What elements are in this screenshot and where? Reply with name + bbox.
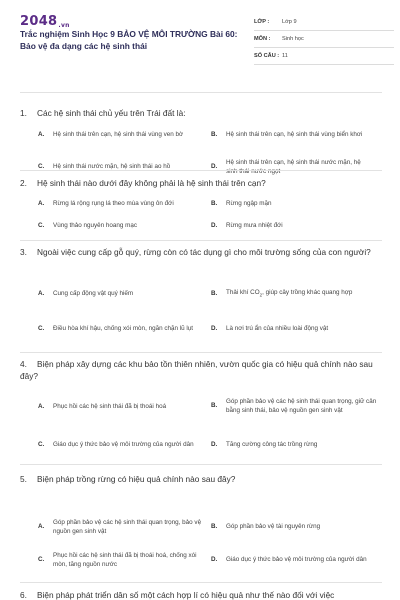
answer-option-b[interactable] [211, 198, 371, 210]
option-text: Hệ sinh thái trên cạn, hệ sinh thái vùng ven bờ [53, 131, 184, 139]
logo-text: 2048 [20, 14, 58, 29]
option-text: Giáo dục ý thức bảo vệ môi trường của người dân [53, 441, 194, 449]
answer-option-b[interactable] [211, 124, 371, 146]
option-label: D. [211, 163, 218, 171]
option-text-sub: 2 [259, 292, 263, 298]
option-text: Góp phần bảo vệ các hệ sinh thái quan trọng, bảo vệ nguồn gen sinh vật [53, 518, 202, 535]
question-1 [20, 107, 382, 119]
logo-domain: .vn [58, 22, 70, 29]
answer-option-d[interactable] [211, 323, 371, 335]
option-text: Góp phần bảo vệ tài nguyên rừng [226, 523, 321, 531]
option-text: Hệ sinh thái trên cạn, hệ sinh thái nước mặn, hệ sinh thái nước ngọt [226, 158, 361, 175]
option-text: Góp phần bảo vệ các hệ sinh thái quan trọng, giữ cân bằng sinh thái, bảo vệ nguồn gen sinh vật [226, 397, 377, 414]
option-label: A. [38, 131, 45, 139]
question-2 [20, 177, 382, 189]
option-label: B. [211, 290, 218, 298]
option-text-post: , giúp cây trồng khác quang hợp [262, 289, 353, 297]
meta-value: Lớp 9 [282, 19, 297, 25]
meta-key: LỚP : [254, 19, 270, 25]
answer-option-a[interactable] [38, 198, 210, 210]
answer-option-a[interactable] [38, 288, 210, 300]
meta-key: SỐ CÂU : [254, 53, 280, 59]
question-text: Biện pháp xây dựng các khu bảo tồn thiên nhiên, vườn quốc gia có hiệu quả chính nào sau đây? [20, 359, 373, 381]
document-title: Trắc nghiệm Sinh Học 9 BẢO VỆ MÔI TRƯỜNG Bài 60: Bảo vệ đa dạng các hệ sinh thái [20, 29, 238, 51]
answer-option-c[interactable] [38, 220, 210, 232]
answer-option-d[interactable] [211, 549, 371, 571]
option-text: Cung cấp động vật quý hiếm [53, 290, 134, 298]
option-label: C. [38, 325, 45, 333]
meta-value: Sinh học [282, 36, 304, 42]
option-text [226, 288, 371, 300]
answer-option-b[interactable] [211, 282, 371, 306]
question-text: Các hệ sinh thái chủ yếu trên Trái đất là: [37, 108, 186, 118]
option-text: Phục hồi các hệ sinh thái đã bị thoái hoá [53, 403, 167, 411]
answer-option-c[interactable] [38, 434, 210, 456]
option-label: D. [211, 222, 218, 230]
question-divider [20, 92, 382, 93]
answer-option-c[interactable] [38, 318, 210, 340]
answer-option-c[interactable] [38, 549, 210, 571]
question-divider [20, 582, 382, 583]
option-label: D. [211, 441, 218, 449]
question-number: 6. [20, 590, 27, 600]
answer-option-a[interactable] [38, 124, 210, 146]
option-label: A. [38, 523, 45, 531]
question-number: 1. [20, 108, 27, 118]
question-number: 4. [20, 359, 27, 369]
option-text: Hệ sinh thái trên cạn, hệ sinh thái vùng biển khơi [226, 131, 363, 139]
option-label: B. [211, 523, 218, 531]
option-text: Rừng ngập mặn [226, 200, 272, 208]
question-text: Ngoài việc cung cấp gỗ quý, rừng còn có tác dụng gì cho môi trường sống của con người? [37, 247, 371, 257]
option-label: B. [211, 200, 218, 208]
option-label: C. [38, 441, 45, 449]
option-text: Phục hồi các hệ sinh thái đã bị thoái hoá, chống xói mòn, tăng nguồn nước [53, 551, 197, 568]
question-number: 5. [20, 474, 27, 484]
option-label: D. [211, 325, 218, 333]
answer-option-a[interactable] [38, 401, 210, 413]
question-number: 2. [20, 178, 27, 188]
question-text: Biện pháp trồng rừng có hiệu quả chính nào sau đây? [37, 474, 236, 484]
option-text: Là nơi trú ẩn của nhiều loài động vật [226, 325, 329, 333]
option-text: Vùng thảo nguyên hoang mạc [53, 222, 138, 230]
option-label: C. [38, 163, 45, 171]
question-divider [20, 464, 382, 465]
option-text: Giáo dục ý thức bảo vệ môi trường của người dân [226, 556, 367, 564]
option-label: C. [38, 556, 45, 564]
option-text: Điều hòa khí hậu, chống xói mòn, ngăn chặn lũ lụt [53, 325, 194, 333]
option-text: Rừng mưa nhiệt đới [226, 222, 283, 230]
option-text: Hệ sinh thái nước mặn, hệ sinh thái ao hồ [53, 163, 171, 171]
option-label: D. [211, 556, 218, 564]
answer-option-d[interactable] [211, 439, 371, 451]
answer-option-b[interactable] [211, 521, 371, 533]
answer-option-a[interactable] [38, 516, 210, 538]
option-label: C. [38, 222, 45, 230]
option-label: A. [38, 290, 45, 298]
option-label: A. [38, 403, 45, 411]
question-divider [20, 170, 382, 171]
question-divider [20, 240, 382, 241]
option-label: B. [211, 131, 218, 139]
question-5 [20, 473, 382, 485]
answer-option-d[interactable] [211, 156, 371, 178]
question-text: Hệ sinh thái nào dưới đây không phải là hệ sinh thái trên cạn? [37, 178, 266, 188]
question-divider [20, 352, 382, 353]
option-label: A. [38, 200, 45, 208]
option-text: Tăng cường công tác trồng rừng [226, 441, 318, 449]
question-6 [20, 589, 382, 600]
question-4 [20, 358, 382, 382]
question-number: 3. [20, 247, 27, 257]
option-label: B. [211, 402, 218, 410]
answer-option-b[interactable] [211, 389, 381, 423]
option-text-pre: Thải khí CO [226, 289, 260, 297]
answer-option-d[interactable] [211, 220, 371, 232]
answer-option-c[interactable] [38, 156, 210, 178]
option-text: Rừng lá rộng rụng lá theo mùa vùng ôn đới [53, 200, 174, 208]
question-text: Biện pháp phát triển dân số một cách hợp lí có hiệu quả như thế nào đối với việc [37, 590, 335, 600]
question-3 [20, 246, 382, 258]
meta-value: 11 [282, 53, 288, 59]
meta-key: MÔN : [254, 36, 271, 42]
